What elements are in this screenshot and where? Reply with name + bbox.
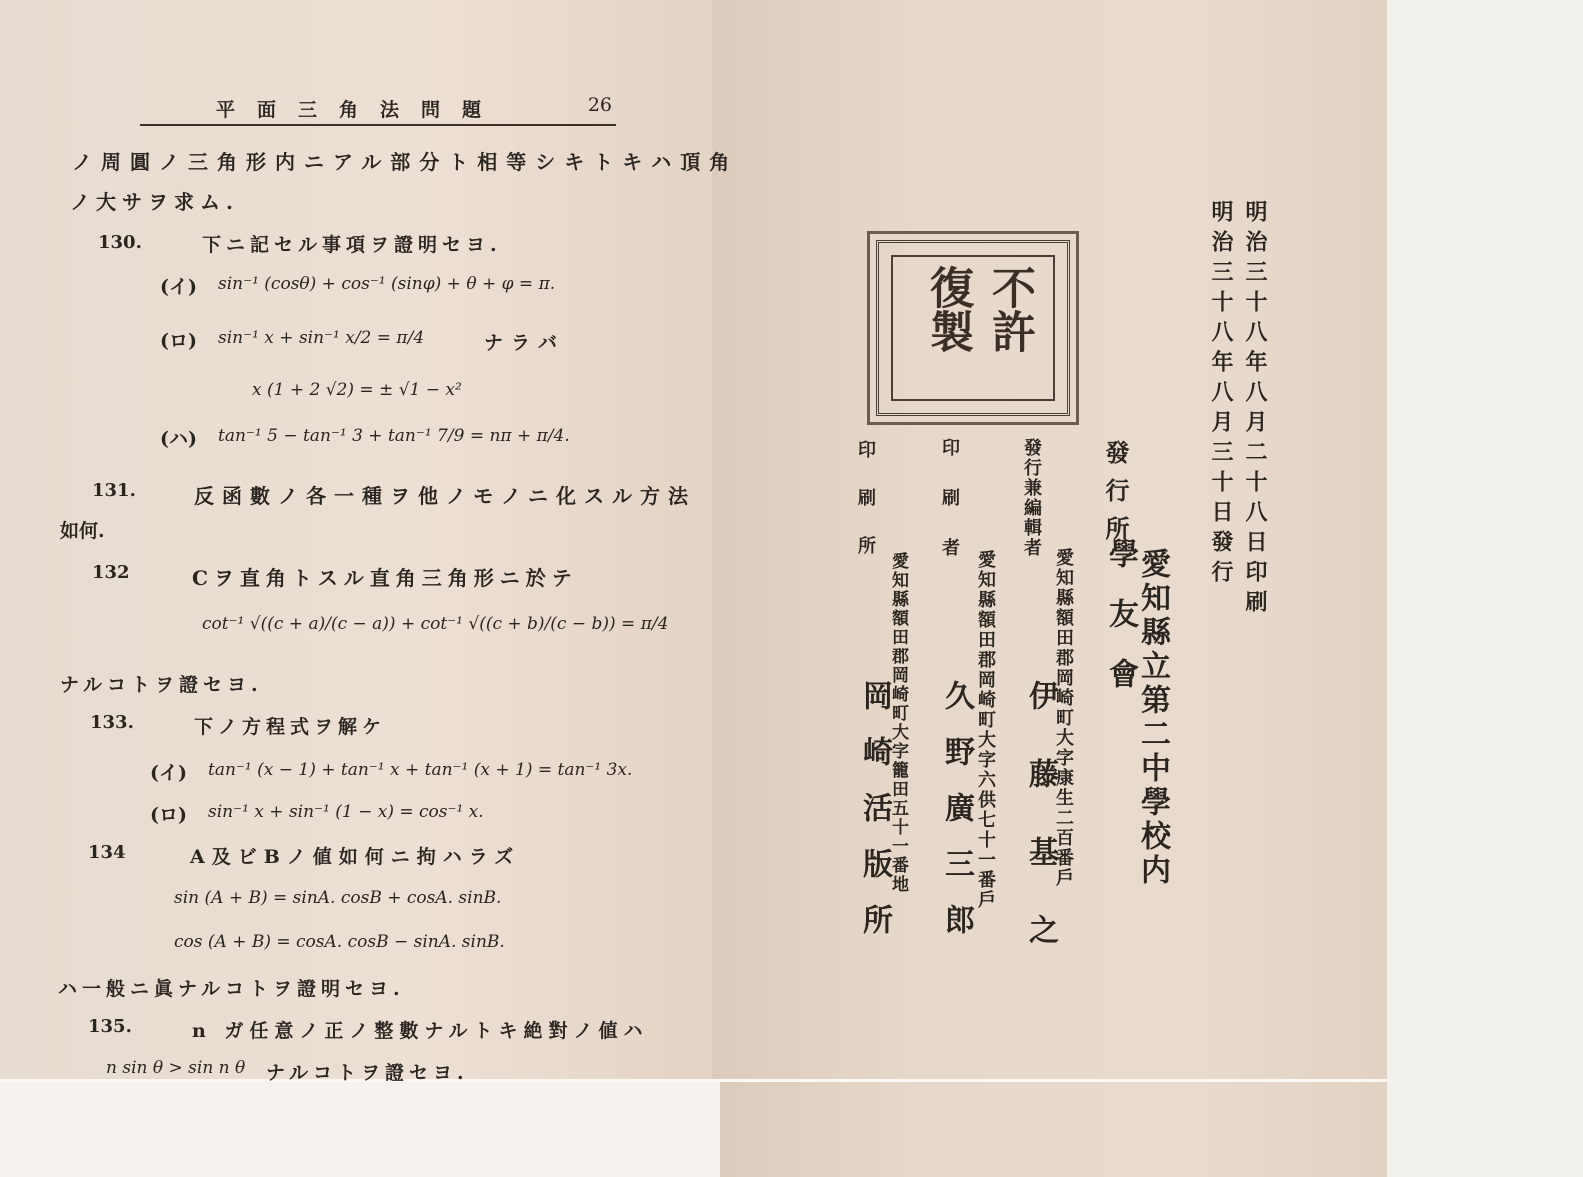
page-number: 26 (587, 94, 612, 116)
text-line: ナラバ (484, 332, 566, 354)
text-line: 下ニ記セル事項ヲ證明セヨ. (202, 234, 502, 256)
press-name: 岡崎活版所 (857, 680, 892, 960)
problem-number: 135. (88, 1016, 132, 1037)
copyright-stamp (876, 240, 1070, 416)
problem-number: 133. (90, 712, 134, 733)
text-line: n ガ任意ノ正ノ整數ナルトキ絶對ノ値ハ (192, 1020, 649, 1042)
equation: sin⁻¹ x + sin⁻¹ x/2 = π/4 (218, 328, 425, 348)
equation: cot⁻¹ √((c + a)/(c − a)) + cot⁻¹ √((c + b)/(c − b)) = π/4 (202, 614, 669, 634)
text-line: 如何. (60, 520, 105, 542)
problem-number: 134 (88, 842, 126, 863)
stamp-text: 不許 (984, 265, 1035, 353)
equation: sin⁻¹ x + sin⁻¹ (1 − x) = cos⁻¹ x. (208, 802, 484, 822)
print-date: 明治三十八年八月二十八日印刷 (1242, 200, 1268, 620)
printer-name: 久野廣三郎 (939, 680, 974, 960)
publisher-name2: 學友會 (1103, 538, 1138, 718)
equation: n sin θ > sin n θ (106, 1058, 246, 1078)
problem-number: 130. (98, 232, 142, 253)
text-line: 下ノ方程式ヲ解ケ (194, 716, 387, 738)
text-line: ノ周圓ノ三角形内ニアル部分ト相等シキトキハ頂角 (72, 150, 739, 174)
press-label: 印刷所 (855, 440, 876, 584)
editor-address: 愛知縣額田郡岡崎町大字康生二百番戶 (1053, 548, 1074, 888)
editor-name: 伊藤基之 (1023, 680, 1058, 992)
publish-date: 明治三十八年八月三十日發行 (1208, 200, 1234, 590)
equation: sin⁻¹ (cosθ) + cos⁻¹ (sinφ) + θ + φ = π. (218, 274, 556, 294)
item-label: (イ) (150, 762, 187, 784)
text-line: ハ一般ニ眞ナルコトヲ證明セヨ. (58, 978, 405, 1000)
scan-band (0, 1082, 720, 1177)
problem-number: 132 (92, 562, 130, 583)
equation: tan⁻¹ (x − 1) + tan⁻¹ x + tan⁻¹ (x + 1) = tan⁻¹ 3x. (208, 760, 633, 780)
problem-number: 131. (92, 480, 136, 501)
equation: tan⁻¹ 5 − tan⁻¹ 3 + tan⁻¹ 7/9 = nπ + π/4. (218, 426, 570, 446)
equation: cos (A + B) = cosA. cosB − sinA. sinB. (174, 932, 505, 952)
item-label: (イ) (160, 276, 197, 298)
text-line: 反函數ノ各一種ヲ他ノモノニ化スル方法 (194, 484, 696, 508)
header-title: 平面三角法問題 (216, 98, 504, 121)
printer-address: 愛知縣額田郡岡崎町大字六供七十一番戶 (975, 550, 996, 910)
page-edge (1387, 0, 1583, 1177)
equation: sin (A + B) = sinA. cosB + cosA. sinB. (174, 888, 502, 908)
page-header (140, 92, 616, 126)
text-line: ノ大サヲ求ム. (70, 190, 239, 214)
text-line: ナルコトヲ證セヨ. (266, 1062, 469, 1084)
text-line: A及ビBノ値如何ニ拘ハラズ (190, 846, 521, 868)
editor-label: 發行兼編輯者 (1021, 438, 1042, 558)
stamp-text: 復製 (922, 265, 973, 353)
item-label: (ロ) (160, 330, 197, 352)
publisher-label: 發行所 (1101, 440, 1130, 554)
press-address: 愛知縣額田郡岡崎町大字籠田五十一番地 (888, 552, 908, 894)
printer-label: 印刷者 (939, 438, 960, 588)
item-label: (ハ) (160, 428, 197, 450)
text-line: Cヲ直角トスル直角三角形ニ於テ (192, 566, 578, 590)
publisher-name: 愛知縣立第二中學校内 (1135, 548, 1170, 888)
equation: x (1 + 2 √2) = ± √1 − x² (252, 380, 462, 400)
item-label: (ロ) (150, 804, 187, 826)
text-line: ナルコトヲ證セヨ. (60, 674, 263, 696)
